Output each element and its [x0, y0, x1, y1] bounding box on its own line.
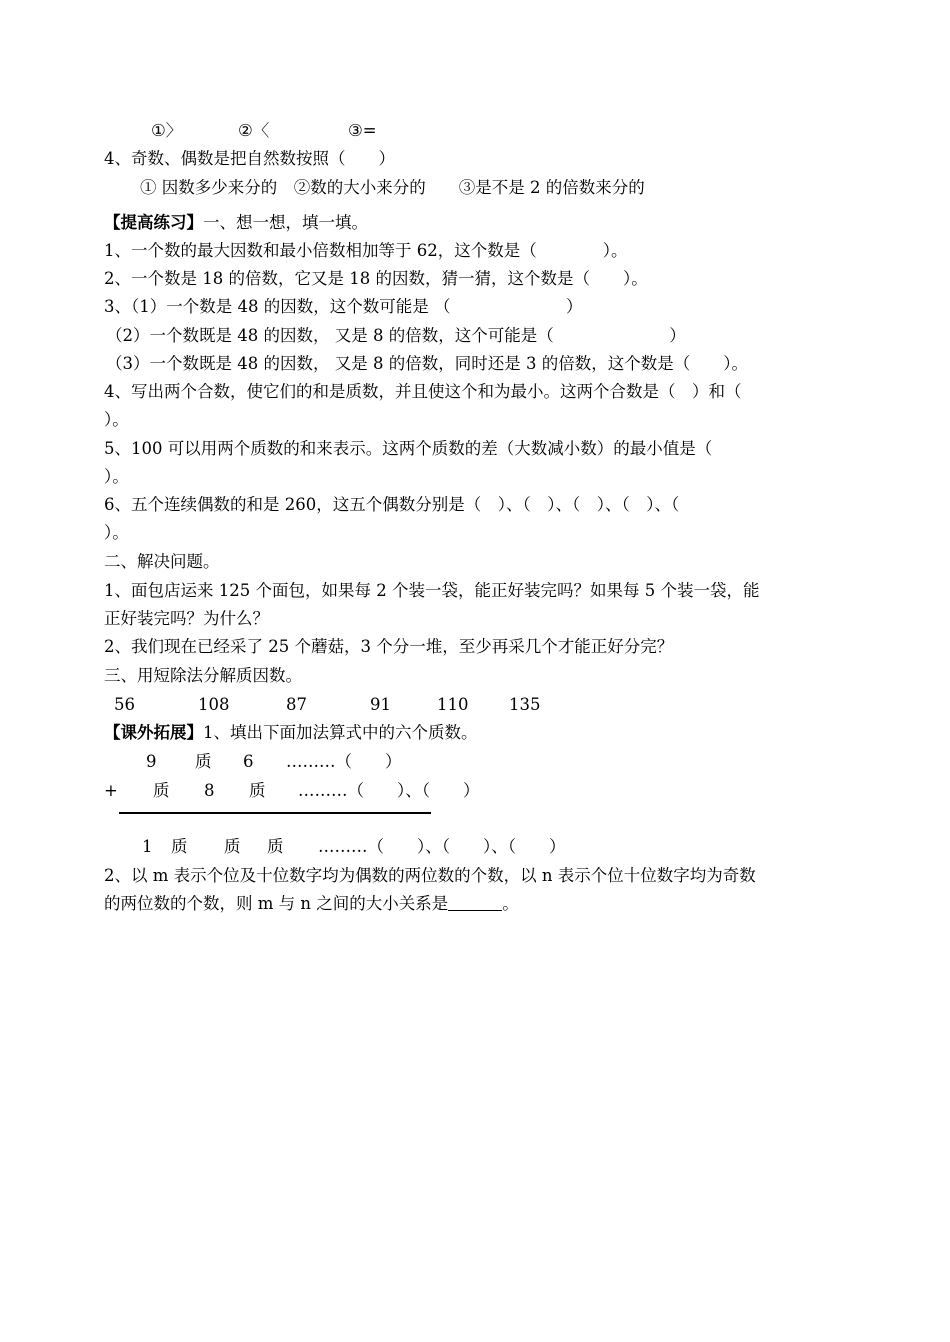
puzzle-digit: 质 — [249, 781, 266, 800]
section-improve-heading: 【提高练习】 — [104, 213, 203, 232]
improve-item-3: 3、（1）一个数是 48 的因数，这个数可能是 （ ） — [104, 297, 583, 316]
extend-item-2-end: 。 — [502, 894, 519, 913]
puzzle-digit: 质 — [171, 837, 188, 856]
puzzle-digit: 质 — [224, 837, 241, 856]
section-improve-subtitle: 一、想一想，填一填。 — [203, 213, 368, 232]
puzzle-digit: 质 — [267, 837, 284, 856]
factor-number: 91 — [370, 695, 391, 714]
puzzle-digit: 1 — [142, 837, 153, 856]
solve-item-2: 2、我们现在已经采了 25 个蘑菇，3 个分一堆，至少再采几个才能正好分完？ — [104, 637, 674, 656]
factor-number: 108 — [198, 695, 230, 714]
solve-item-1-cont: 正好装完吗？为什么？ — [104, 609, 269, 628]
puzzle-digit: 6 — [243, 752, 254, 771]
improve-item-3-3: （3）一个数既是 48 的因数， 又是 8 的倍数，同时还是 3 的倍数，这个数是（ ）。 — [106, 354, 748, 373]
improve-item-2: 2、一个数是 18 的倍数，它又是 18 的因数，猜一猜，这个数是（ ）。 — [104, 269, 648, 288]
plus-sign: + — [104, 781, 118, 800]
section-factor-title: 三、用短除法分解质因数。 — [104, 666, 302, 685]
section-extend-heading: 【课外拓展】 — [104, 723, 203, 742]
puzzle-digit: 质 — [153, 781, 170, 800]
improve-item-6-cont: ）。 — [104, 523, 129, 542]
puzzle-answer-blank: ………（ ）、（ ） — [298, 781, 480, 800]
answer-blank — [448, 894, 502, 911]
question-4-stem: 4、奇数、偶数是把自然数按照（ ） — [104, 149, 395, 168]
solve-item-1: 1、面包店运来 125 个面包，如果每 2 个装一袋，能正好装完吗？如果每 5 个装一袋，能 — [104, 581, 760, 600]
factor-number: 110 — [437, 695, 469, 714]
puzzle-answer-blank: ………（ ）、（ ）、（ ） — [318, 837, 566, 856]
extend-item-2: 2、以 m 表示个位及十位数字均为偶数的两位数的个数，以 n 表示个位十位数字均为奇数 — [104, 866, 756, 885]
option-equal: ③= — [348, 121, 377, 140]
improve-item-5-cont: ）。 — [104, 467, 129, 486]
extend-item-2-cont — [104, 893, 519, 915]
option-greater: ①〉 — [151, 121, 183, 140]
extend-item-2-text: 的两位数的个数，则 m 与 n 之间的大小关系是 — [104, 894, 449, 913]
puzzle-digit: 8 — [204, 781, 215, 800]
improve-item-4: 4、写出两个合数，使它们的和是质数，并且使这个和为最小。这两个合数是（ ）和（ — [104, 382, 742, 401]
improve-item-6: 6、五个连续偶数的和是 260，这五个偶数分别是（ ）、（ ）、（ ）、（ ）、（ — [104, 495, 680, 514]
puzzle-answer-blank: ………（ ） — [286, 752, 402, 771]
sum-line — [119, 812, 431, 814]
factor-number: 56 — [114, 695, 135, 714]
puzzle-digit: 质 — [195, 752, 212, 771]
factor-number: 87 — [286, 695, 307, 714]
factor-number: 135 — [509, 695, 541, 714]
improve-item-5: 5、100 可以用两个质数的和来表示。这两个质数的差（大数减小数）的最小值是（ — [104, 439, 713, 458]
improve-item-3-2: （2）一个数既是 48 的因数， 又是 8 的倍数，这个可能是（ ） — [106, 326, 686, 345]
section-extend-title — [104, 722, 478, 744]
improve-item-1: 1、一个数的最大因数和最小倍数相加等于 62，这个数是（ ）。 — [104, 241, 628, 260]
section-extend-subtitle: 1、填出下面加法算式中的六个质数。 — [203, 723, 478, 742]
section-solve-title: 二、解决问题。 — [104, 552, 220, 571]
section-improve-title — [104, 212, 368, 234]
improve-item-4-cont: ）。 — [104, 410, 129, 429]
option-less: ②〈 — [238, 121, 270, 140]
question-4-options: ① 因数多少来分的 ②数的大小来分的 ③是不是 2 的倍数来分的 — [140, 178, 645, 197]
puzzle-digit: 9 — [146, 752, 157, 771]
